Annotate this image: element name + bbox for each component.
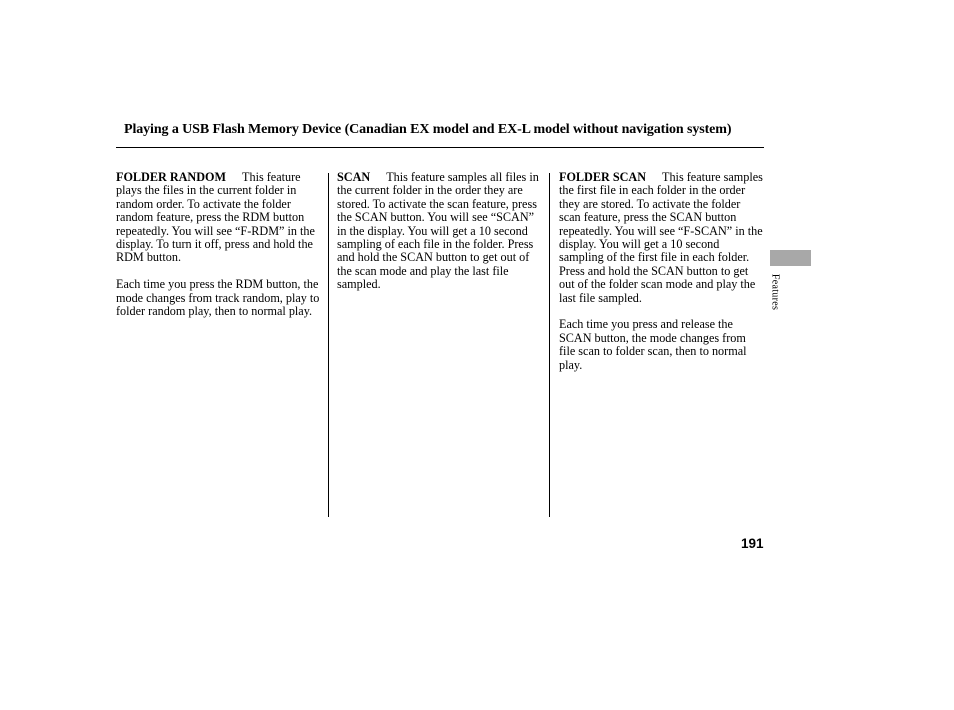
paragraph-scan-intro xyxy=(337,171,543,292)
column-divider xyxy=(549,173,550,517)
column-folder-random xyxy=(116,171,322,332)
heading-folder-scan: FOLDER SCAN xyxy=(559,170,647,184)
page-title: Playing a USB Flash Memory Device (Canadian EX model and EX-L model without navigation system) xyxy=(124,122,732,137)
heading-scan: SCAN xyxy=(337,170,371,184)
heading-folder-random: FOLDER RANDOM xyxy=(116,170,227,184)
paragraph-folder-scan-mode: Each time you press and release the SCAN button, the mode changes from file scan to folder scan, then to normal play. xyxy=(559,317,747,372)
page-number: 191 xyxy=(741,536,764,551)
text-folder-scan-intro: This feature samples the first file in each folder in the order they are stored. To activate the folder scan feature, press the SCAN button repeatedly. You will see “F-SCAN” in the display. You will get a 10 second sampling of the first file in each folder. Press and hold the SCAN button to get out of the folder scan mode and play the last file sampled. xyxy=(559,170,763,305)
paragraph-folder-random-intro xyxy=(116,171,322,265)
column-divider xyxy=(328,173,329,517)
column-folder-scan xyxy=(559,171,765,385)
column-scan xyxy=(337,171,543,305)
text-scan-intro: This feature samples all files in the current folder in the order they are stored. To activate the scan feature, press the SCAN button. You will see “SCAN” in the display. You will get a 10 second sampling of each file in the folder. Press and hold the SCAN button to get out of the scan mode and play the last file sampled. xyxy=(337,170,539,292)
section-label: Features xyxy=(769,273,781,311)
paragraph-folder-scan-intro xyxy=(559,171,765,305)
text-folder-random-intro: This feature plays the files in the current folder in random order. To activate the folder random feature, press the RDM button repeatedly. You will see “F-RDM” in the display. To turn it off, press and hold the RDM button. xyxy=(116,170,315,265)
section-tab xyxy=(770,250,811,266)
paragraph-folder-random-mode: Each time you press the RDM button, the mode changes from track random, play to folder random play, then to normal play. xyxy=(116,277,320,319)
title-divider xyxy=(116,147,764,148)
